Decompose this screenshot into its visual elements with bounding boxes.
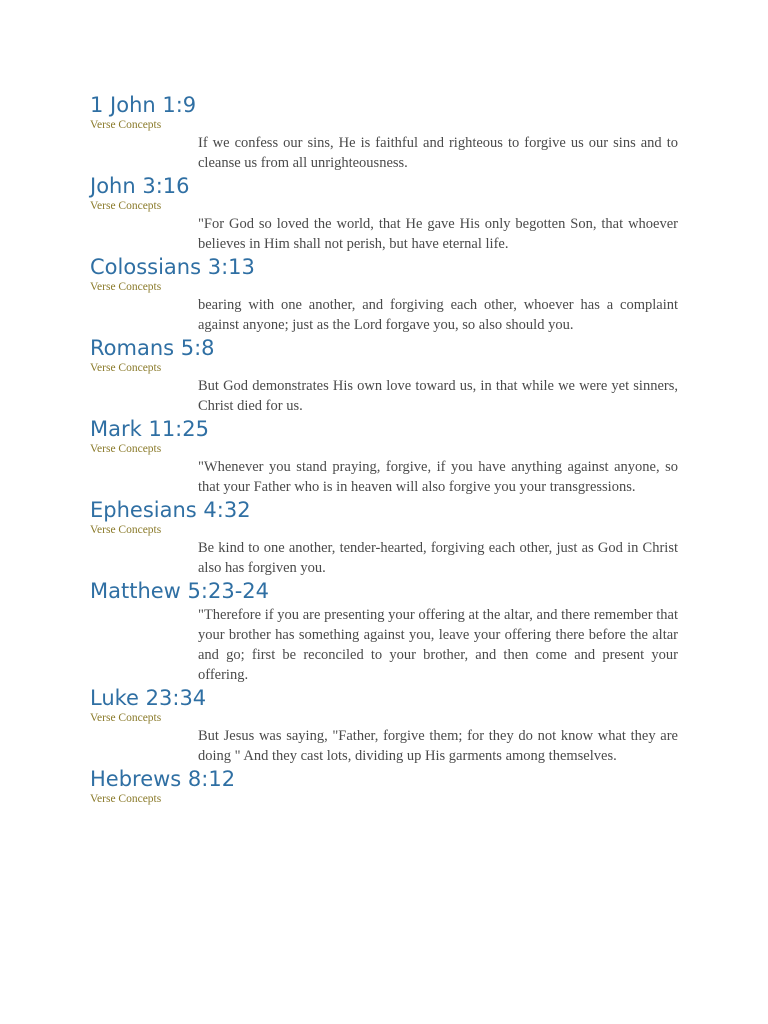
- verse-concepts-label: Verse Concepts: [90, 524, 162, 536]
- verse-concepts-label: Verse Concepts: [90, 281, 162, 293]
- verse-concepts-label: Verse Concepts: [90, 362, 162, 374]
- verse-text: But Jesus was saying, "Father, forgive them; for they do not know what they are doing " And they cast lots, dividing up His garments among themselves.: [198, 728, 678, 764]
- verse-concepts-label: Verse Concepts: [90, 119, 162, 131]
- verse-reference: Hebrews 8:12: [90, 767, 236, 791]
- verse-concepts-label: Verse Concepts: [90, 793, 162, 805]
- verse-list: [90, 92, 678, 807]
- verse-entry: [90, 497, 678, 578]
- verse-concepts-label: Verse Concepts: [90, 712, 162, 724]
- verse-entry: [90, 335, 678, 416]
- verse-reference: Mark 11:25: [90, 417, 209, 441]
- verse-text: "Therefore if you are presenting your offering at the altar, and there remember that your brother has something against you, leave your offering there before the altar and go; first be reconciled to your brother, and then come and present your offering.: [198, 607, 678, 683]
- verse-concepts-label: Verse Concepts: [90, 200, 162, 212]
- verse-entry: [90, 173, 678, 254]
- verse-entry: [90, 685, 678, 766]
- verse-text: "Whenever you stand praying, forgive, if you have anything against anyone, so that your Father who is in heaven will also forgive you your transgressions.: [198, 459, 678, 495]
- verse-reference: Matthew 5:23-24: [90, 579, 269, 603]
- verse-entry: [90, 92, 678, 173]
- verse-text: Be kind to one another, tender-hearted, forgiving each other, just as God in Christ also has forgiven you.: [198, 540, 678, 576]
- verse-entry: [90, 254, 678, 335]
- verse-reference: Ephesians 4:32: [90, 498, 251, 522]
- verse-text: bearing with one another, and forgiving each other, whoever has a complaint against anyone; just as the Lord forgave you, so also should you.: [198, 297, 678, 333]
- verse-text: If we confess our sins, He is faithful and righteous to forgive us our sins and to cleanse us from all unrighteousness.: [198, 135, 678, 171]
- verse-reference: Romans 5:8: [90, 336, 215, 360]
- verse-text: "For God so loved the world, that He gave His only begotten Son, that whoever believes in Him shall not perish, but have eternal life.: [198, 216, 678, 252]
- verse-text: But God demonstrates His own love toward us, in that while we were yet sinners, Christ died for us.: [198, 378, 678, 414]
- verse-reference: Luke 23:34: [90, 686, 207, 710]
- verse-reference: John 3:16: [90, 174, 190, 198]
- verse-concepts-label: Verse Concepts: [90, 443, 162, 455]
- verse-entry: [90, 416, 678, 497]
- verse-reference: Colossians 3:13: [90, 255, 255, 279]
- verse-entry: [90, 766, 678, 807]
- verse-reference: 1 John 1:9: [90, 93, 197, 117]
- verse-entry: [90, 578, 678, 685]
